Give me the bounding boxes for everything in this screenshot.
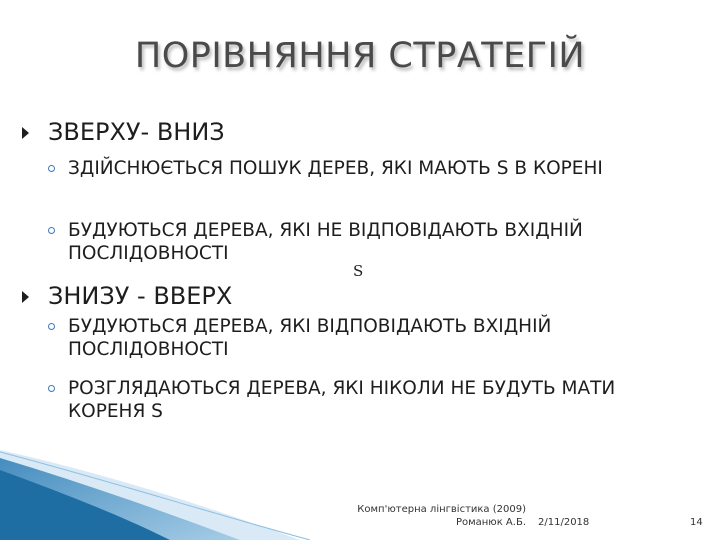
triangle-arrow-icon <box>22 291 29 303</box>
slide-title: ПОРІВНЯННЯ СТРАТЕГІЙ <box>134 36 586 76</box>
footer-date: 2/11/2018 <box>538 517 590 528</box>
floating-symbol: S <box>353 262 364 280</box>
ring-icon <box>48 385 55 392</box>
footer-source-line2: Романюк А.Б. <box>455 517 526 528</box>
footer-source-line1: Комп'ютерна лінгвістика (2009) <box>357 504 526 515</box>
triangle-arrow-icon <box>22 127 29 139</box>
footer-source <box>340 503 526 529</box>
ring-icon <box>48 227 55 234</box>
subitem-text: ЗДІЙСНЮЄТЬСЯ ПОШУК ДЕРЕВ, ЯКІ МАЮТЬ S В КОРЕНІ <box>68 158 603 179</box>
subitem-text: РОЗГЛЯДАЮТЬСЯ ДЕРЕВА, ЯКІ НІКОЛИ НЕ БУДУТЬ МАТИ КОРЕНЯ S <box>68 378 616 422</box>
subitem-text: БУДУЮТЬСЯ ДЕРЕВА, ЯКІ ВІДПОВІДАЮТЬ ВХІДНІЙ ПОСЛІДОВНОСТІ <box>68 316 552 360</box>
bullet-item-top-down: ЗВЕРХУ- ВНИЗ <box>48 118 225 146</box>
bullet-item-bottom-up: ЗНИЗУ - ВВЕРХ <box>48 282 233 310</box>
subitem-text: БУДУЮТЬСЯ ДЕРЕВА, ЯКІ НЕ ВІДПОВІДАЮТЬ ВХІДНІЙ ПОСЛІДОВНОСТІ <box>68 220 583 264</box>
page-number: 14 <box>690 517 703 528</box>
ring-icon <box>48 165 55 172</box>
ring-icon <box>48 323 55 330</box>
